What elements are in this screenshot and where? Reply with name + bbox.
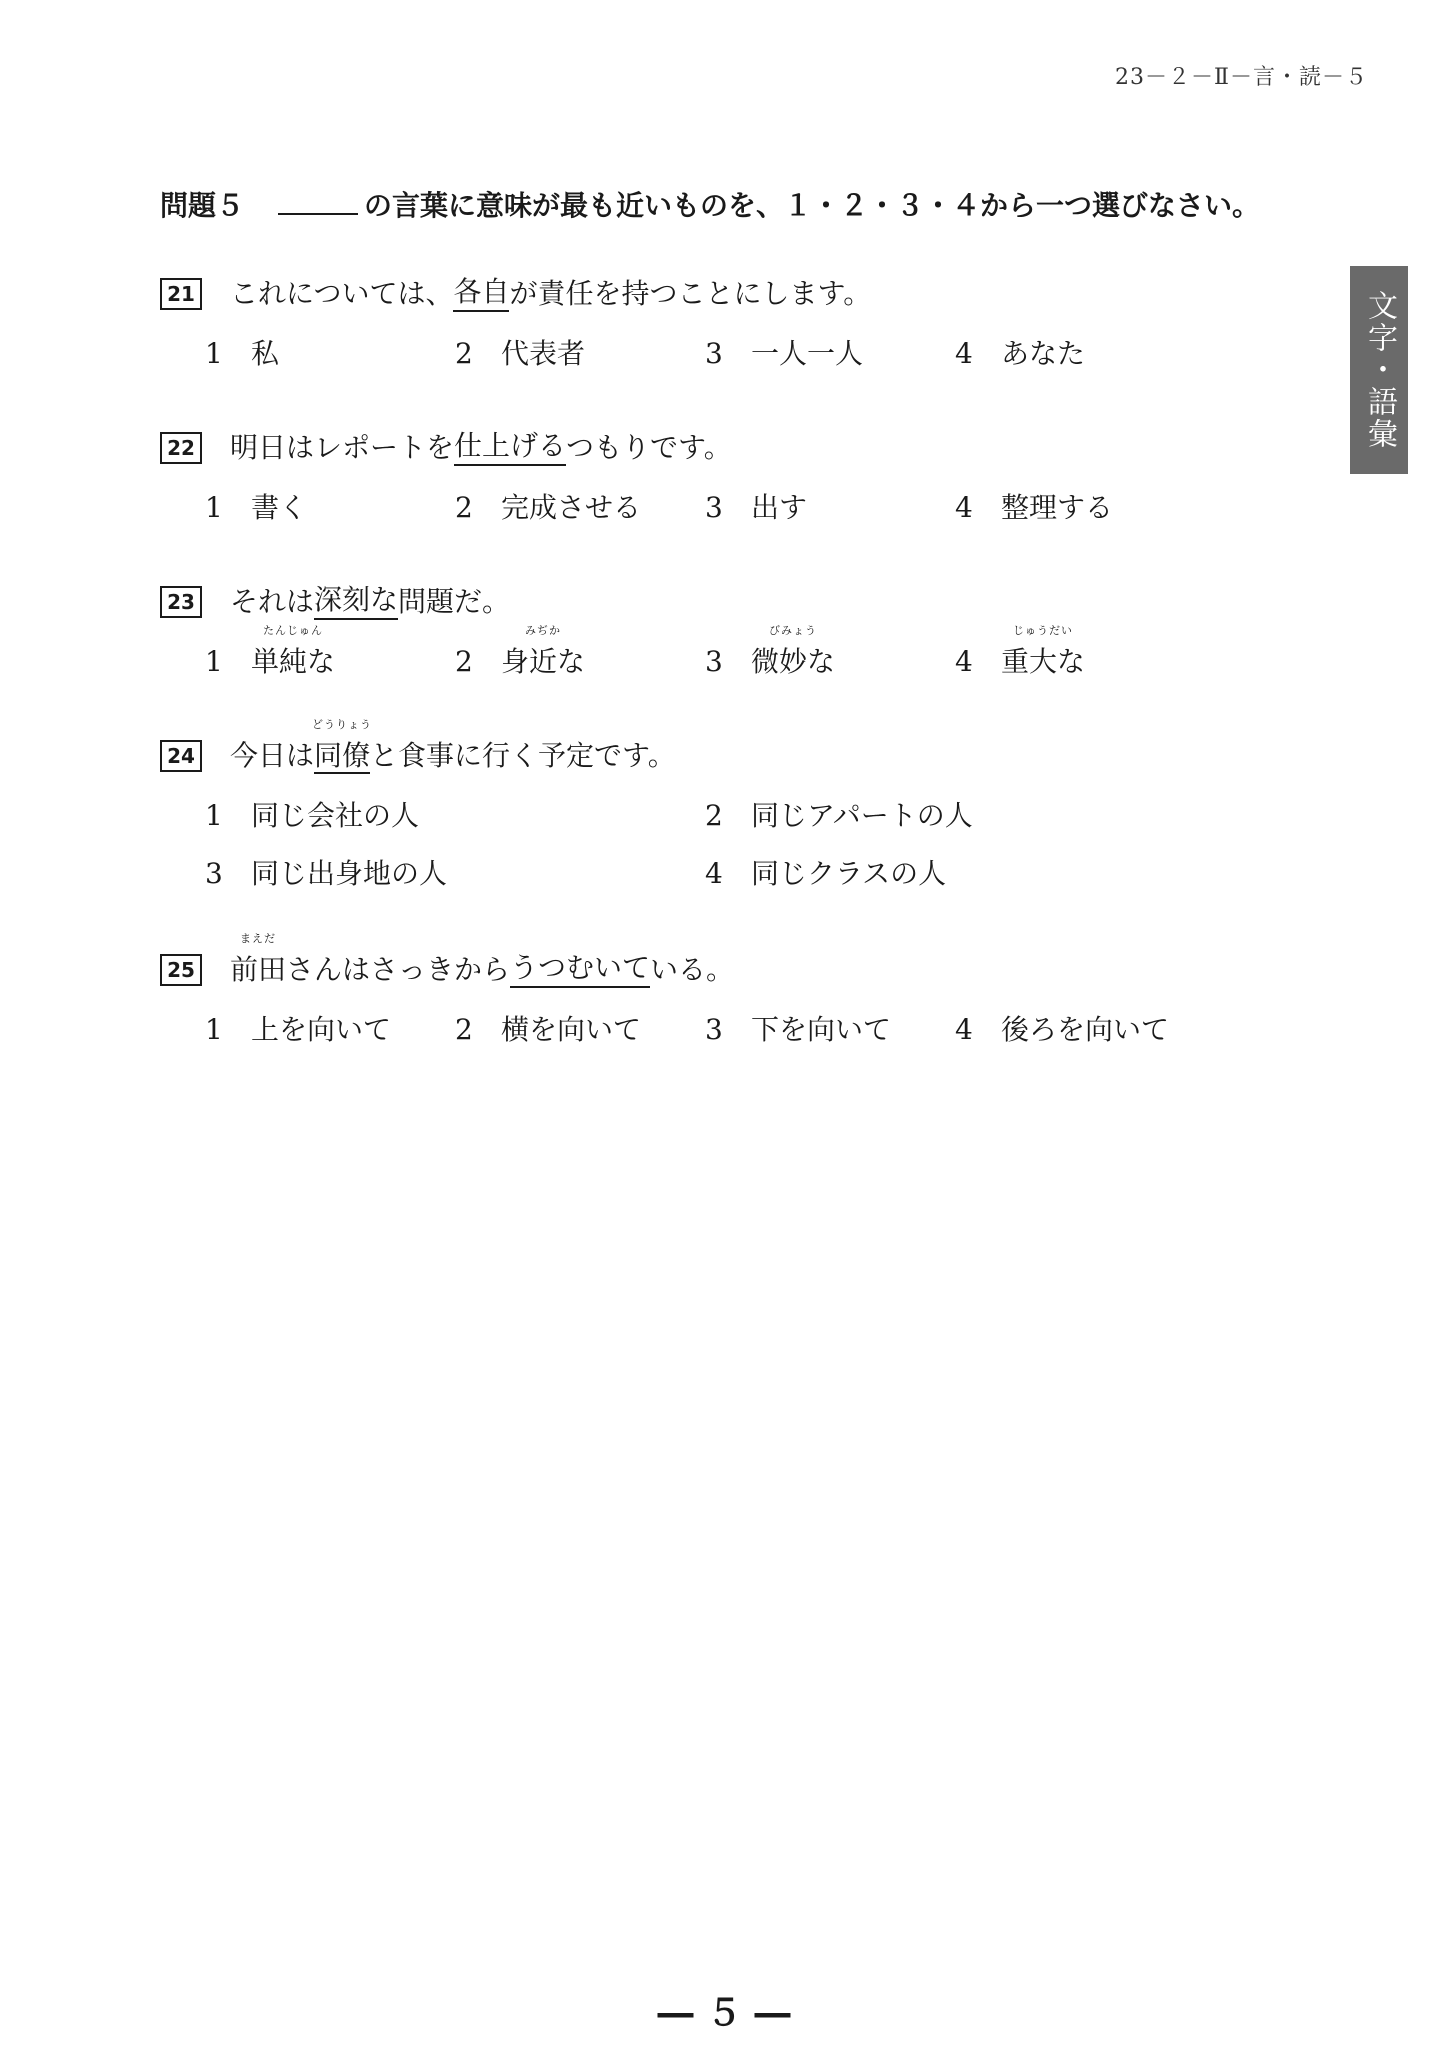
page-number: ― ５ ― [657,1993,791,2034]
option-1[interactable]: 1 書く [205,491,308,524]
option-3[interactable]: 3 びみょう 微妙な [705,624,836,678]
ruby: みぢか [525,624,561,637]
sentence-after: と食事に行く予定です。 [370,739,676,772]
question-number: 23 [160,586,202,618]
section-tab: 文字・語彙 [1350,266,1408,474]
option-4[interactable]: 4 整理する [955,491,1114,524]
option-4[interactable]: 4 後ろを向いて [955,1013,1170,1046]
option-4[interactable]: 4 じゅうだい 重大な [955,624,1086,678]
target-word: 各自 [453,270,509,312]
question-number: 24 [160,740,202,772]
ruby: びみょう [769,624,817,637]
question-number: 21 [160,278,202,310]
option-4[interactable]: 4 同じクラスの人 [705,857,947,890]
ruby: どうりょう [312,718,373,731]
page-code: 23－２－Ⅱ－言・読－５ [1115,65,1368,90]
sentence-after: 問題だ。 [398,585,511,618]
sentence-before: 明日はレポートを [230,431,455,464]
option-4[interactable]: 4 あなた [955,337,1086,370]
question-number: 25 [160,954,202,986]
option-1[interactable]: 1 同じ会社の人 [205,799,420,832]
option-2[interactable]: 2 同じアパートの人 [705,799,973,832]
sentence-before: 今日は [230,739,315,772]
question-24 [160,718,1310,892]
question-22 [160,426,1310,526]
sentence-after: いる。 [650,953,735,986]
sentence-before: これについては、 [230,277,454,310]
question-23 [160,580,1310,680]
sentence-after: が責任を持つことにします。 [509,277,872,310]
underline-sample [278,212,358,215]
option-2[interactable]: 2 完成させる [455,491,642,524]
option-2[interactable]: 2 代表者 [455,337,586,370]
question-number: 22 [160,432,202,464]
option-3[interactable]: 3 出す [705,491,808,524]
target-word: 深刻な [314,578,398,620]
instruction-text: の言葉に意味が最も近いものを、１・２・３・４から一つ選びなさい。 [364,189,1261,222]
target-word: 仕上げる [454,424,566,466]
target-word: 同僚 [314,739,371,772]
option-1[interactable]: 1 上を向いて [205,1013,392,1046]
option-3[interactable]: 3 下を向いて [705,1013,892,1046]
ruby: じゅうだい [1013,624,1073,637]
option-1[interactable]: 1 たんじゅん 単純な [205,624,336,678]
option-2[interactable]: 2 横を向いて [455,1013,642,1046]
problem-label: 問題５ [160,189,245,222]
option-2[interactable]: 2 みぢか 身近な [455,624,586,678]
option-3[interactable]: 3 同じ出身地の人 [205,857,448,890]
instruction [160,184,1260,224]
option-1[interactable]: 1 私 [205,337,280,370]
sentence-lead: 前田 [230,953,287,986]
question-21 [160,272,1310,372]
sentence-before: さんはさっきから [286,953,511,986]
sentence-before: それは [230,585,315,618]
option-3[interactable]: 3 一人一人 [705,337,864,370]
question-25 [160,932,1310,1048]
sentence-after: つもりです。 [566,431,732,464]
target-word: うつむいて [510,946,650,988]
ruby: たんじゅん [263,624,323,637]
ruby: まえだ [240,932,276,945]
